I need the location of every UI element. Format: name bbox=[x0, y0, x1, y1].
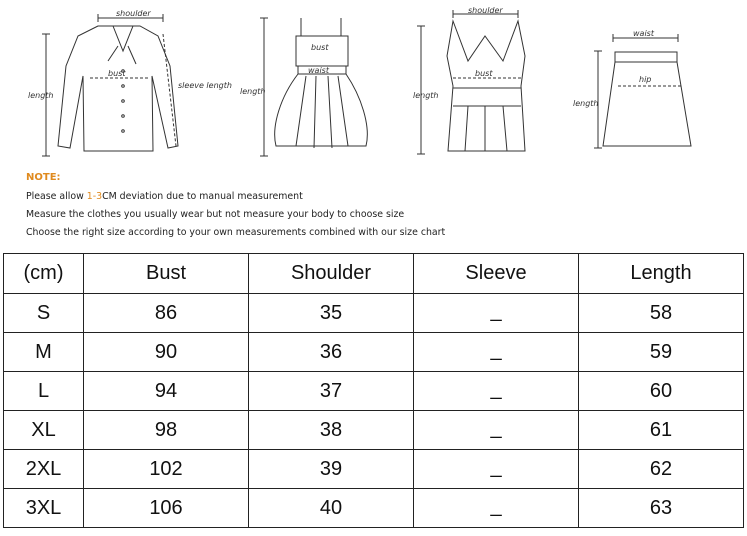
table-row bbox=[4, 411, 744, 450]
size-chart-table bbox=[3, 253, 744, 528]
sleeve-value: _ bbox=[490, 455, 502, 478]
bust-cell: 98 bbox=[84, 411, 249, 450]
sleeve-value: _ bbox=[490, 338, 502, 361]
table-row bbox=[4, 489, 744, 528]
note-line-1-prefix: Please allow bbox=[26, 191, 87, 202]
blouse-sleeve-length-label: sleeve length bbox=[178, 81, 232, 90]
dress-length-label: length bbox=[240, 87, 266, 96]
size-cell: 3XL bbox=[4, 489, 84, 528]
skirt-hip-label: hip bbox=[639, 75, 652, 84]
sleeve-value: _ bbox=[490, 299, 502, 322]
dress-bust-label: bust bbox=[311, 43, 329, 52]
header-shoulder: Shoulder bbox=[249, 254, 414, 294]
size-cell: 2XL bbox=[4, 450, 84, 489]
size-cell: L bbox=[4, 372, 84, 411]
length-cell: 63 bbox=[579, 489, 744, 528]
shoulder-cell: 36 bbox=[249, 333, 414, 372]
sleeve-cell bbox=[414, 294, 579, 333]
tank-figure bbox=[413, 6, 563, 166]
note-line-2: Measure the clothes you usually wear but not measure your body to choose size bbox=[26, 209, 405, 220]
header-sleeve: Sleeve bbox=[414, 254, 579, 294]
skirt-figure bbox=[573, 6, 723, 166]
note-line-1 bbox=[26, 188, 726, 206]
sleeve-cell bbox=[414, 372, 579, 411]
blouse-shoulder-label: shoulder bbox=[116, 9, 151, 18]
shoulder-cell: 37 bbox=[249, 372, 414, 411]
sleeve-cell bbox=[414, 489, 579, 528]
skirt-length-label: length bbox=[573, 99, 599, 108]
header-length: Length bbox=[579, 254, 744, 294]
size-cell: XL bbox=[4, 411, 84, 450]
shoulder-cell: 38 bbox=[249, 411, 414, 450]
skirt-waist-label: waist bbox=[633, 29, 654, 38]
tank-bust-label: bust bbox=[475, 69, 493, 78]
shoulder-cell: 40 bbox=[249, 489, 414, 528]
sleeve-cell bbox=[414, 411, 579, 450]
bust-cell: 90 bbox=[84, 333, 249, 372]
bust-cell: 106 bbox=[84, 489, 249, 528]
table-header-row bbox=[4, 254, 744, 294]
sleeve-value: _ bbox=[490, 377, 502, 400]
note-section bbox=[26, 172, 726, 242]
bust-cell: 94 bbox=[84, 372, 249, 411]
table-row bbox=[4, 372, 744, 411]
size-cell: S bbox=[4, 294, 84, 333]
length-cell: 62 bbox=[579, 450, 744, 489]
table-row bbox=[4, 333, 744, 372]
length-cell: 58 bbox=[579, 294, 744, 333]
length-cell: 59 bbox=[579, 333, 744, 372]
tank-length-label: length bbox=[413, 91, 439, 100]
shoulder-cell: 39 bbox=[249, 450, 414, 489]
dress-figure bbox=[236, 6, 386, 166]
measurement-guide bbox=[18, 0, 747, 252]
blouse-figure bbox=[28, 6, 232, 166]
shoulder-cell: 35 bbox=[249, 294, 414, 333]
note-line-1-suffix: CM deviation due to manual measurement bbox=[102, 191, 303, 202]
table-row bbox=[4, 450, 744, 489]
note-title: NOTE: bbox=[26, 172, 61, 183]
sleeve-cell bbox=[414, 450, 579, 489]
note-deviation-highlight: 1-3 bbox=[86, 191, 103, 202]
blouse-length-label: length bbox=[28, 91, 54, 100]
sleeve-value: _ bbox=[490, 494, 502, 517]
sleeve-cell bbox=[414, 333, 579, 372]
table-row bbox=[4, 294, 744, 333]
bust-cell: 86 bbox=[84, 294, 249, 333]
tank-shoulder-label: shoulder bbox=[468, 6, 503, 15]
header-bust: Bust bbox=[84, 254, 249, 294]
dress-waist-label: waist bbox=[308, 66, 329, 75]
note-line-3: Choose the right size according to your own measurements combined with our size chart bbox=[26, 227, 446, 238]
size-cell: M bbox=[4, 333, 84, 372]
sleeve-value: _ bbox=[490, 416, 502, 439]
header-unit: (cm) bbox=[4, 254, 84, 294]
length-cell: 60 bbox=[579, 372, 744, 411]
bust-cell: 102 bbox=[84, 450, 249, 489]
blouse-bust-label: bust bbox=[108, 69, 126, 78]
length-cell: 61 bbox=[579, 411, 744, 450]
